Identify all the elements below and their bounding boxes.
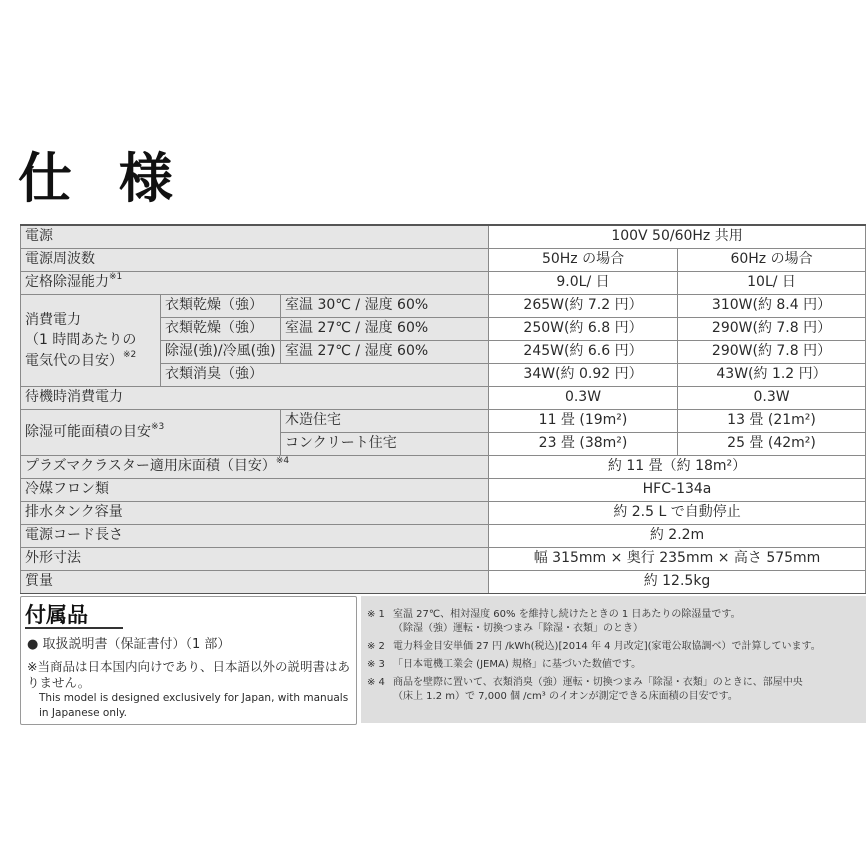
table-row (21, 502, 866, 525)
mode-50: 245W(約 6.6 円） (489, 341, 678, 364)
mode-50: 265W(約 7.2 円） (489, 295, 678, 318)
wood-60: 13 畳 (21m²) (678, 410, 866, 433)
mode-label: 衣類乾燥（強） (161, 318, 281, 341)
mode-label: 衣類乾燥（強） (161, 295, 281, 318)
concrete-60: 25 畳 (42m²) (678, 433, 866, 456)
accessories-item: ● 取扱説明書（保証書付）（1 部） (27, 637, 231, 652)
footnote: ※ 1 室温 27℃、相対湿度 60% を維持し続けたときの 1 日あたりの除湿量です。 （除湿（強）運転・切換つまみ「除湿・衣類」のとき） (367, 609, 741, 634)
table-row (21, 525, 866, 548)
dehum-label: 定格除湿能力$^{※1}$ (21, 272, 489, 295)
mode-label: 除湿(強)/冷風(強) (161, 341, 281, 364)
footnotes-box (361, 596, 866, 723)
mode-50: 250W(約 6.8 円） (489, 318, 678, 341)
plasma-label: プラズマクラスター適用床面積（目安）$^{※4}$ (21, 456, 489, 479)
mode-condition: 室温 30℃ / 湿度 60% (281, 295, 489, 318)
cord-label: 電源コード長さ (21, 525, 489, 548)
dehum-50: 9.0L/ 日 (489, 272, 678, 295)
table-row (21, 571, 866, 594)
accessories-note-en: This model is designed exclusively for Japan, with manuals in Japanese only. (39, 692, 349, 719)
mode-60: 43W(約 1.2 円） (678, 364, 866, 387)
mode-60: 290W(約 7.8 円） (678, 318, 866, 341)
accessories-box (20, 596, 357, 725)
mode-condition: 室温 27℃ / 湿度 60% (281, 318, 489, 341)
consumption-label: 消費電力 （1 時間あたりの 電気代の目安）$^{※2}$ (21, 295, 161, 387)
footnote: ※ 2 電力料金目安単価 27 円 /kWh(税込)[2014 年 4 月改定](家電公取協調べ）で計算しています。 (367, 641, 821, 652)
concrete-50: 23 畳 (38m²) (489, 433, 678, 456)
footnote: ※ 3 「日本電機工業会 (JEMA) 規格」に基づいた数値です。 (367, 659, 642, 670)
standby-50: 0.3W (489, 387, 678, 410)
mass-value: 約 12.5kg (489, 571, 866, 594)
table-row (21, 225, 866, 249)
cord-value: 約 2.2m (489, 525, 866, 548)
power-value: 100V 50/60Hz 共用 (489, 225, 866, 249)
table-row (21, 548, 866, 571)
table-row (21, 272, 866, 295)
spec-table (20, 224, 866, 594)
table-row (21, 456, 866, 479)
accessories-title: 付属品 (25, 603, 88, 627)
freq-label: 電源周波数 (21, 249, 489, 272)
mode-60: 290W(約 7.8 円） (678, 341, 866, 364)
power-label: 電源 (21, 225, 489, 249)
mode-50: 34W(約 0.92 円） (489, 364, 678, 387)
freq-60: 60Hz の場合 (678, 249, 866, 272)
freq-50: 50Hz の場合 (489, 249, 678, 272)
wood-50: 11 畳 (19m²) (489, 410, 678, 433)
wood-label: 木造住宅 (281, 410, 489, 433)
area-label: 除湿可能面積の目安$^{※3}$ (21, 410, 281, 456)
mode-60: 310W(約 8.4 円） (678, 295, 866, 318)
mode-condition: 室温 27℃ / 湿度 60% (281, 341, 489, 364)
accessories-note-jp: ※当商品は日本国内向けであり、日本語以外の説明書はありません。 (27, 659, 350, 690)
plasma-value: 約 11 畳（約 18m²） (489, 456, 866, 479)
refrigerant-label: 冷媒フロン類 (21, 479, 489, 502)
standby-60: 0.3W (678, 387, 866, 410)
footnote: ※ 4 商品を壁際に置いて、衣類消臭（強）運転・切換つまみ「除湿・衣類」のときに、部屋中央 （床上 1.2 m）で 7,000 個 /cm³ のイオンが測定できる床面積の目安です。 (367, 677, 803, 702)
concrete-label: コンクリート住宅 (281, 433, 489, 456)
table-row (21, 295, 866, 318)
tank-label: 排水タンク容量 (21, 502, 489, 525)
dehum-60: 10L/ 日 (678, 272, 866, 295)
page-title: 仕 様 (18, 147, 187, 210)
dims-label: 外形寸法 (21, 548, 489, 571)
tank-value: 約 2.5 L で自動停止 (489, 502, 866, 525)
table-row (21, 479, 866, 502)
accessories-rule (25, 627, 123, 629)
standby-label: 待機時消費電力 (21, 387, 489, 410)
mass-label: 質量 (21, 571, 489, 594)
table-row (21, 249, 866, 272)
table-row (21, 410, 866, 433)
table-row (21, 387, 866, 410)
mode-label: 衣類消臭（強） (161, 364, 489, 387)
refrigerant-value: HFC-134a (489, 479, 866, 502)
dims-value: 幅 315mm × 奥行 235mm × 高さ 575mm (489, 548, 866, 571)
